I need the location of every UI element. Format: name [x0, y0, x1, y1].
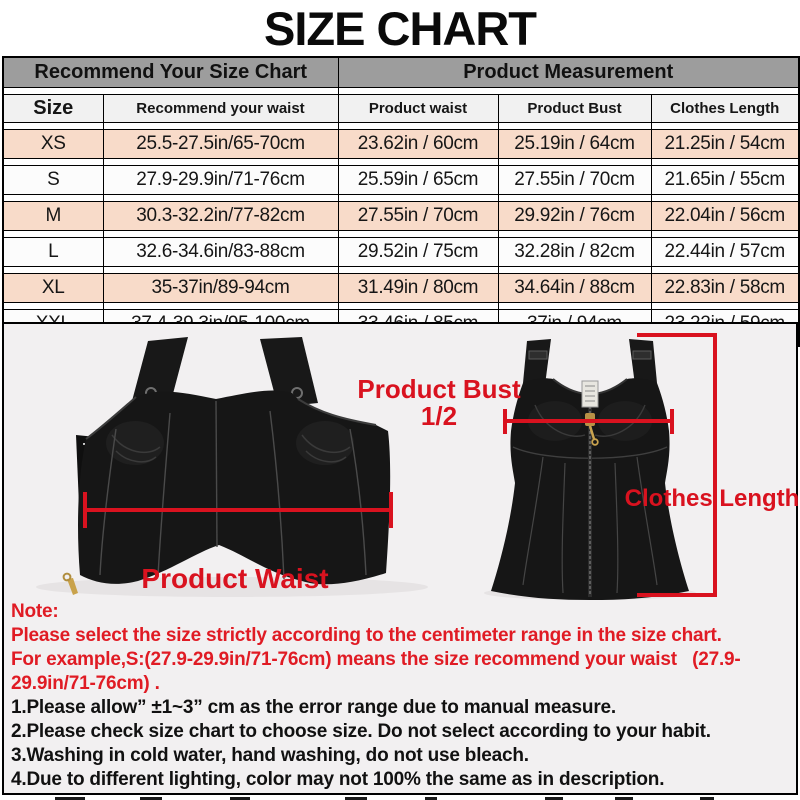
col-header-product-bust: Product Bust	[498, 95, 651, 123]
waist-line-left-cap	[83, 492, 87, 528]
bust-line-right-cap	[670, 409, 674, 434]
spacer-row	[3, 267, 799, 274]
col-header-product-waist: Product waist	[338, 95, 498, 123]
spacer-row	[3, 88, 799, 95]
table-row-xl	[3, 274, 799, 303]
col-header-size: Size	[3, 95, 103, 123]
note-item-4: 4.Due to different lighting, color may not 100% the same as in description.	[11, 769, 665, 790]
notes-block	[11, 600, 792, 792]
cell-recommend-waist: 32.6-34.6in/83-88cm	[103, 238, 338, 267]
table-group-header-row	[3, 57, 799, 88]
length-measure-line	[713, 335, 717, 597]
cell-size: L	[3, 238, 103, 267]
note-red-line: 29.9in/71-76cm) .	[11, 673, 160, 694]
cell-size: S	[3, 166, 103, 195]
note-item-1: 1.Please allow” ±1~3” cm as the error range due to manual measure.	[11, 697, 616, 718]
bust-label-fraction: 1/2	[420, 401, 458, 432]
bust-label-text: Product Bust	[357, 374, 521, 404]
cell-product-bust: 29.92in / 76cm	[498, 202, 651, 231]
cell-product-waist: 31.49in / 80cm	[338, 274, 498, 303]
bust-measure-line	[505, 419, 673, 423]
cell-product-bust: 32.28in / 82cm	[498, 238, 651, 267]
note-red-line: Please select the size strictly according to the centimeter range in the size chart.	[11, 625, 722, 646]
spacer-row	[3, 123, 799, 130]
cell-clothes-length: 22.04in / 56cm	[651, 202, 799, 231]
page-title: SIZE CHART	[264, 1, 536, 55]
cell-recommend-waist: 30.3-32.2in/77-82cm	[103, 202, 338, 231]
waist-annotation-label: Product Waist	[141, 563, 329, 594]
col-header-clothes-length: Clothes Length	[651, 95, 799, 123]
cell-clothes-length: 22.83in / 58cm	[651, 274, 799, 303]
bust-annotation-label	[349, 376, 529, 431]
cell-clothes-length: 21.25in / 54cm	[651, 130, 799, 159]
size-table	[2, 56, 798, 347]
group-header-recommend: Recommend Your Size Chart	[3, 57, 338, 88]
cell-size: XS	[3, 130, 103, 159]
note-item-3: 3.Washing in cold water, hand washing, do not use bleach.	[11, 745, 529, 766]
cell-product-waist: 25.59in / 65cm	[338, 166, 498, 195]
note-item-2: 2.Please check size chart to choose size. Do not select according to your habit.	[11, 721, 711, 742]
spacer-row	[3, 303, 799, 310]
spacer-row	[3, 195, 799, 202]
length-annotation-label: Clothes Length	[624, 485, 800, 512]
length-line-top-cap	[637, 333, 717, 337]
table-row-l	[3, 238, 799, 267]
cell-product-bust: 34.64in / 88cm	[498, 274, 651, 303]
cell-product-waist: 23.62in / 60cm	[338, 130, 498, 159]
cell-recommend-waist: 25.5-27.5in/65-70cm	[103, 130, 338, 159]
cell-clothes-length: 22.44in / 57cm	[651, 238, 799, 267]
waist-line-right-cap	[389, 492, 393, 528]
cell-recommend-waist: 35-37in/89-94cm	[103, 274, 338, 303]
cell-product-waist: 27.55in / 70cm	[338, 202, 498, 231]
spacer-row	[3, 159, 799, 166]
table-row-m	[3, 202, 799, 231]
cell-clothes-length: 21.65in / 55cm	[651, 166, 799, 195]
cell-recommend-waist: 27.9-29.9in/71-76cm	[103, 166, 338, 195]
column-header-row	[3, 95, 799, 123]
group-header-measurement: Product Measurement	[338, 57, 799, 88]
length-line-bottom-cap	[637, 593, 717, 597]
table-row-s	[3, 166, 799, 195]
note-heading: Note:	[11, 601, 59, 622]
cell-product-bust: 25.19in / 64cm	[498, 130, 651, 159]
table-row-xs	[3, 130, 799, 159]
waist-measure-line	[85, 508, 392, 512]
note-red-line: For example,S:(27.9-29.9in/71-76cm) means the size recommend your waist (27.9-	[11, 649, 741, 670]
cell-size: XL	[3, 274, 103, 303]
spacer-row	[3, 231, 799, 238]
cell-product-bust: 27.55in / 70cm	[498, 166, 651, 195]
measurement-figure-section	[2, 322, 798, 795]
cell-size: M	[3, 202, 103, 231]
cell-product-waist: 29.52in / 75cm	[338, 238, 498, 267]
col-header-recommend-waist: Recommend your waist	[103, 95, 338, 123]
